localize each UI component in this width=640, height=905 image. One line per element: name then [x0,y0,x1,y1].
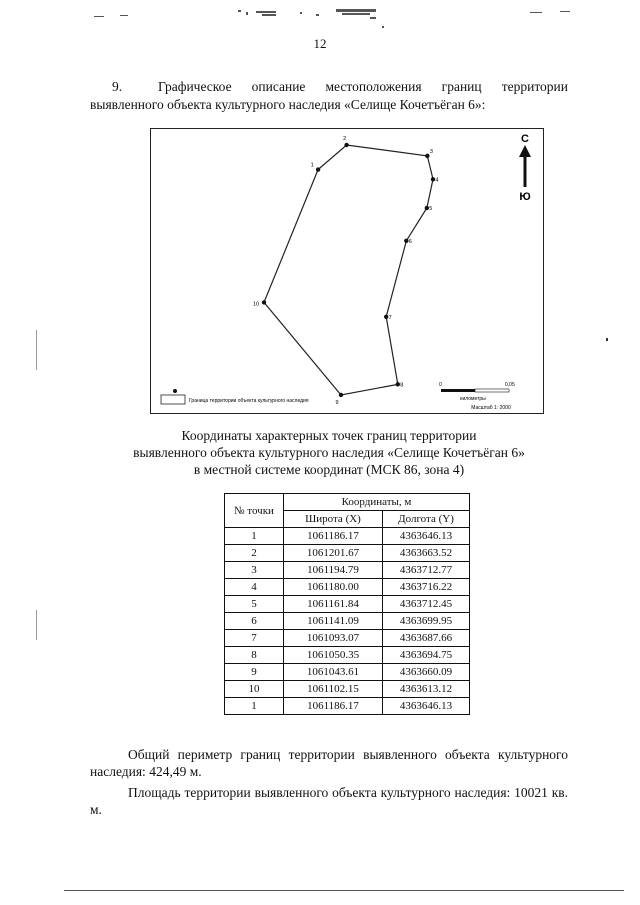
cell-point-number: 4 [225,579,284,596]
cell-point-number: 7 [225,630,284,647]
cell-point-number: 9 [225,664,284,681]
scale-end-label: 0,05 [505,382,515,388]
boundary-point-label: 9 [335,400,339,406]
cell-longitude: 4363663.52 [383,545,470,562]
boundary-point-marker [262,300,266,304]
boundary-point-label: 6 [408,238,412,245]
table-row [225,579,470,596]
table-row [225,630,470,647]
table-row [225,596,470,613]
table-row [225,664,470,681]
cell-point-number: 8 [225,647,284,664]
map-legend [161,389,309,404]
boundary-map [150,128,544,414]
table-caption [90,427,568,478]
boundary-point-label: 5 [429,205,433,212]
boundary-point-marker [316,167,320,171]
boundary-point-label: 2 [343,136,347,142]
table-row [225,681,470,698]
cell-longitude: 4363646.13 [383,528,470,545]
cell-longitude: 4363712.45 [383,596,470,613]
table-row [225,528,470,545]
cell-latitude: 1061093.07 [284,630,383,647]
compass-south-label: Ю [519,191,531,203]
boundary-polygon [264,145,433,395]
scale-bar [439,382,515,411]
boundary-point-label: 8 [400,382,404,389]
boundary-point-label: 3 [429,148,433,155]
left-margin-mark [36,330,37,370]
cell-longitude: 4363646.13 [383,698,470,715]
caption-line-1: Координаты характерных точек границ территории [181,428,477,443]
header-coordinates: Координаты, м [284,494,470,511]
cell-point-number: 2 [225,545,284,562]
caption-line-2: выявленного объекта культурного наследия «Селище Кочетъёган 6» [133,445,525,460]
cell-longitude: 4363716.22 [383,579,470,596]
boundary-map-drawing [151,129,543,413]
boundary-point-label: 7 [388,314,392,321]
area-paragraph: Площадь территории выявленного объекта культурного наследия: 10021 кв. м. [90,785,568,817]
cell-point-number: 1 [225,698,284,715]
cell-latitude: 1061050.35 [284,647,383,664]
cell-latitude: 1061186.17 [284,698,383,715]
cell-longitude: 4363660.09 [383,664,470,681]
cell-point-number: 3 [225,562,284,579]
scale-start-label: 0 [439,382,442,388]
cell-latitude: 1061043.61 [284,664,383,681]
cell-point-number: 5 [225,596,284,613]
cell-latitude: 1061201.67 [284,545,383,562]
coordinates-table [224,493,470,715]
scale-ratio-label: Масштаб 1: 2000 [471,405,511,411]
table-row [225,545,470,562]
cell-longitude: 4363613.12 [383,681,470,698]
cell-point-number: 10 [225,681,284,698]
cell-latitude: 1061180.00 [284,579,383,596]
compass-north-label: С [521,133,529,145]
boundary-point-label: 4 [435,177,439,184]
cell-longitude: 4363699.95 [383,613,470,630]
cell-point-number: 1 [225,528,284,545]
table-row [225,613,470,630]
boundary-point-marker [339,393,343,397]
table-row [225,647,470,664]
header-point-number: № точки [225,494,284,528]
boundary-point-label: 10 [252,301,260,308]
page-number: 12 [313,36,327,51]
cell-latitude: 1061102.15 [284,681,383,698]
legend-text: Граница территории объекта культурного наследия [189,398,309,404]
cell-longitude: 4363687.66 [383,630,470,647]
caption-line-3: в местной системе координат (МСК 86, зона 4) [193,462,465,477]
right-margin-speck [606,338,608,341]
cell-latitude: 1061186.17 [284,528,383,545]
cell-point-number: 6 [225,613,284,630]
table-row [225,562,470,579]
cell-longitude: 4363712.77 [383,562,470,579]
perimeter-paragraph: Общий периметр границ территории выявленного объекта культурного наследия: 424,49 м. [90,747,568,779]
boundary-point-label: 1 [310,162,314,169]
header-latitude: Широта (X) [284,511,383,528]
boundary-point-marker [344,143,348,147]
cell-latitude: 1061194.79 [284,562,383,579]
scale-unit-label: километры [460,396,486,402]
left-margin-mark-lower [36,610,37,640]
cell-latitude: 1061161.84 [284,596,383,613]
table-row [225,698,470,715]
cell-longitude: 4363694.75 [383,647,470,664]
bottom-scan-edge [64,890,624,891]
north-arrow-icon [519,133,531,203]
header-longitude: Долгота (Y) [383,511,470,528]
cell-latitude: 1061141.09 [284,613,383,630]
section-number: 9. [112,79,123,94]
section-title: Графическое описание местоположения границ территории выявленного объекта культурного наследия «Селище Кочетъёган 6»: [90,79,568,112]
section-heading [90,78,568,114]
